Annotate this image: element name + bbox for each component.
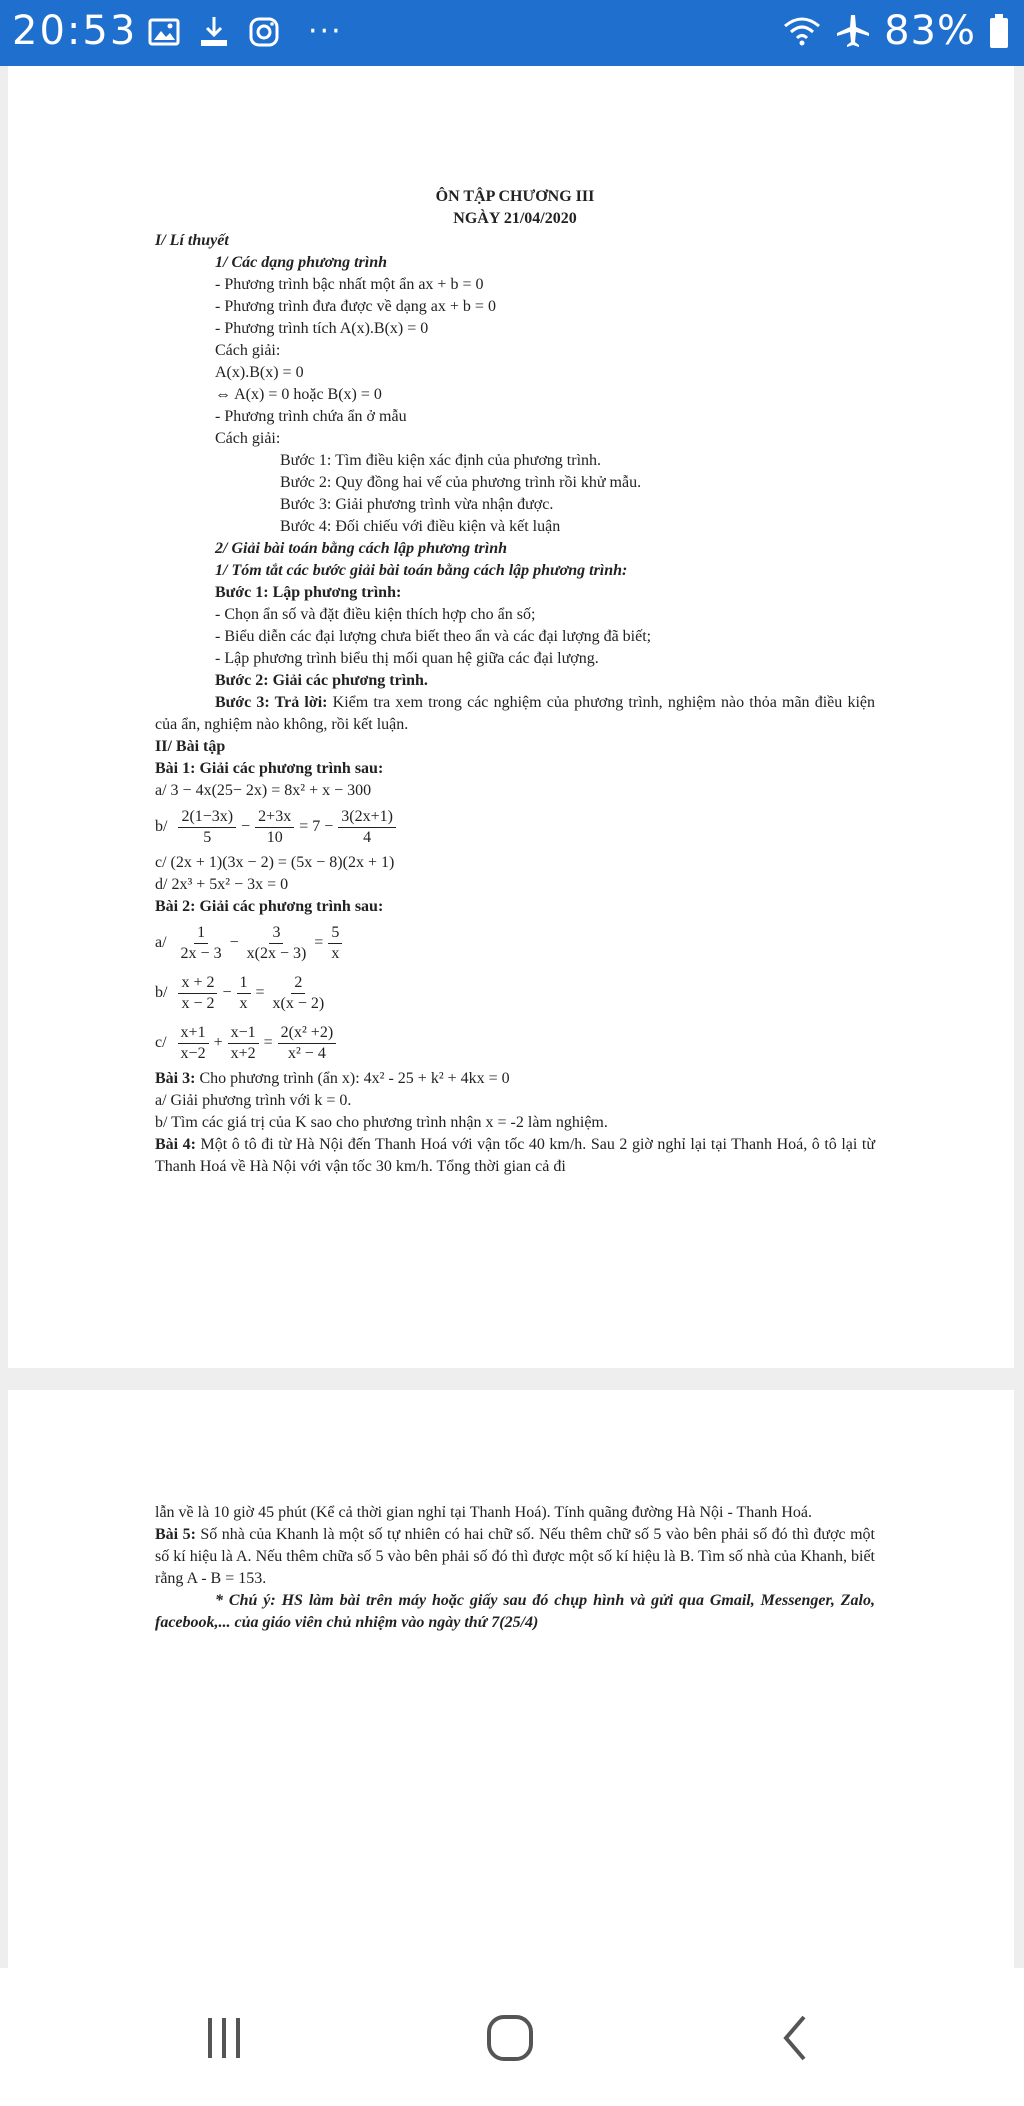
fraction bbox=[270, 973, 328, 1014]
bai4-continuation: lẫn về là 10 giờ 45 phút (Kể cả thời gian nghỉ tại Thanh Hoá). Tính quãng đường Hà Nội - Thanh Hoá. bbox=[155, 1504, 813, 1521]
battery-icon bbox=[988, 12, 1010, 50]
theory-line: - Phương trình tích A(x).B(x) = 0 bbox=[215, 320, 429, 337]
denominator: x(2x − 3) bbox=[246, 944, 307, 962]
operator: = bbox=[263, 1034, 273, 1051]
bai4-text: Một ô tô đi từ Hà Nội đến Thanh Hoá với vận tốc 40 km/h. Sau 2 giờ nghỉ lại tại Thanh Hoá, ô tô lại từ Thanh Hoá về Hà Nội với vận tốc 30 km/h. Tổng thời gian cả đi bbox=[155, 1136, 875, 1175]
submission-note: * Chú ý: HS làm bài trên máy hoặc giấy sau đó chụp hình và gửi qua Gmail, Messenger, Zalo, facebook,... của giáo viên chủ nhiệm vào ngày thứ 7(25/4) bbox=[155, 1592, 875, 1631]
step2-label: Bước 2: Giải các phương trình. bbox=[215, 672, 428, 689]
fraction bbox=[255, 807, 294, 848]
denominator: x(x − 2) bbox=[272, 994, 325, 1012]
doc-title: ÔN TẬP CHƯƠNG III bbox=[435, 188, 595, 205]
download-icon bbox=[198, 15, 230, 49]
numerator: 2+3x bbox=[255, 807, 294, 828]
numerator: 1 bbox=[237, 973, 251, 994]
bai4-label: Bài 4: bbox=[155, 1136, 196, 1153]
fraction bbox=[237, 973, 251, 1014]
bai4-paragraph bbox=[155, 1134, 875, 1178]
bai5-paragraph bbox=[155, 1524, 875, 1590]
status-notification-icons bbox=[148, 14, 343, 49]
fraction bbox=[228, 1023, 259, 1064]
denominator: 10 bbox=[266, 828, 283, 846]
numerator: 1 bbox=[194, 923, 208, 944]
theory-line: A(x).B(x) = 0 bbox=[215, 364, 304, 381]
theory-line: ⇔ A(x) = 0 hoặc B(x) = 0 bbox=[215, 386, 382, 403]
solve-step: Bước 2: Quy đồng hai vế của phương trình rồi khử mẫu. bbox=[280, 474, 642, 491]
denominator: 5 bbox=[203, 828, 212, 846]
operator: = bbox=[314, 934, 324, 951]
bai3-paragraph bbox=[155, 1068, 875, 1090]
fraction bbox=[278, 1023, 336, 1064]
status-system-icons bbox=[782, 8, 1010, 54]
document-content-1 bbox=[155, 186, 875, 1178]
wifi-icon bbox=[782, 14, 822, 48]
battery-percentage: 83% bbox=[884, 8, 976, 54]
step3-label: Bước 3: Trả lời: bbox=[215, 694, 328, 711]
theory-line: - Phương trình đưa được về dạng ax + b = 0 bbox=[215, 298, 496, 315]
doc-date: NGÀY 21/04/2020 bbox=[453, 210, 577, 227]
home-icon bbox=[485, 2013, 535, 2063]
recent-apps-icon bbox=[202, 2015, 246, 2061]
fraction bbox=[178, 807, 236, 848]
more-notifications-icon: ··· bbox=[308, 14, 343, 49]
bai2-heading: Bài 2: Giải các phương trình sau: bbox=[155, 898, 384, 915]
step3-paragraph bbox=[155, 692, 875, 736]
instagram-icon bbox=[248, 16, 280, 48]
status-bar bbox=[0, 0, 1024, 66]
back-icon bbox=[776, 2013, 816, 2063]
fraction bbox=[178, 973, 217, 1014]
document-content-2 bbox=[155, 1502, 875, 1634]
bai2-c-equation bbox=[155, 1018, 875, 1068]
fraction bbox=[338, 807, 396, 848]
gallery-icon bbox=[148, 16, 180, 48]
solve-step: Bước 1: Tìm điều kiện xác định của phương trình. bbox=[280, 452, 602, 469]
theory-line: - Phương trình bậc nhất một ẩn ax + b = 0 bbox=[215, 276, 484, 293]
step1-line: - Chọn ẩn số và đặt điều kiện thích hợp cho ẩn số; bbox=[215, 606, 536, 623]
operator: = 7 − bbox=[299, 818, 334, 835]
denominator: x+2 bbox=[230, 1044, 256, 1062]
eq-label: a/ bbox=[155, 934, 167, 951]
operator: = bbox=[255, 984, 265, 1001]
bai5-text: Số nhà của Khanh là một số tự nhiên có hai chữ số. Nếu thêm chữ số 5 vào bên phải số đó thì được một số kí hiệu là A. Nếu thêm chữa số 5 vào bên phải số đó thì được một số kí hiệu là B. Tìm số nhà của Khanh, biết rằng A - B = 153. bbox=[155, 1526, 875, 1587]
fraction bbox=[244, 923, 310, 964]
numerator: x−1 bbox=[228, 1023, 259, 1044]
solve-step: Bước 3: Giải phương trình vừa nhận được. bbox=[280, 496, 554, 513]
numerator: 5 bbox=[328, 923, 342, 944]
step1-label: Bước 1: Lập phương trình: bbox=[215, 584, 402, 601]
theory-line: Cách giải: bbox=[215, 430, 281, 447]
document-page-2 bbox=[8, 1390, 1014, 1968]
denominator: x bbox=[331, 944, 340, 962]
recent-apps-button[interactable] bbox=[184, 2008, 264, 2068]
home-button[interactable] bbox=[470, 2008, 550, 2068]
eq-label: c/ bbox=[155, 1034, 167, 1051]
navigation-bar bbox=[0, 1968, 1024, 2106]
bai2-a-equation bbox=[155, 918, 875, 968]
bai1-heading: Bài 1: Giải các phương trình sau: bbox=[155, 760, 384, 777]
denominator: 2x − 3 bbox=[180, 944, 222, 962]
bai1-c: c/ (2x + 1)(3x − 2) = (5x − 8)(2x + 1) bbox=[155, 854, 395, 871]
back-button[interactable] bbox=[756, 2008, 836, 2068]
bai3-b: b/ Tìm các giá trị của K sao cho phương trình nhận x = -2 làm nghiệm. bbox=[155, 1114, 608, 1131]
eq-label: b/ bbox=[155, 818, 168, 835]
numerator: x + 2 bbox=[178, 973, 217, 994]
section-word-problems: 2/ Giải bài toán bằng cách lập phương trình bbox=[215, 540, 508, 557]
solve-step: Bước 4: Đối chiếu với điều kiện và kết luận bbox=[280, 518, 561, 535]
numerator: 2(x² +2) bbox=[278, 1023, 336, 1044]
bai3-label: Bài 3: bbox=[155, 1070, 196, 1087]
word-problem-summary: 1/ Tóm tắt các bước giải bài toán bằng cách lập phương trình: bbox=[215, 562, 628, 579]
numerator: 3(2x+1) bbox=[338, 807, 396, 828]
bai1-d: d/ 2x³ + 5x² − 3x = 0 bbox=[155, 876, 289, 893]
operator: + bbox=[213, 1034, 223, 1051]
numerator: 2 bbox=[291, 973, 305, 994]
status-time: 20:53 bbox=[12, 8, 138, 54]
fraction bbox=[178, 1023, 209, 1064]
bai3-text: Cho phương trình (ẩn x): 4x² - 25 + k² + 4kx = 0 bbox=[195, 1070, 510, 1087]
bai3-a: a/ Giải phương trình với k = 0. bbox=[155, 1092, 352, 1109]
denominator: x bbox=[239, 994, 248, 1012]
fraction bbox=[178, 923, 225, 964]
theory-heading: I/ Lí thuyết bbox=[155, 232, 229, 249]
step1-line: - Biểu diễn các đại lượng chưa biết theo ẩn và các đại lượng đã biết; bbox=[215, 628, 652, 645]
numerator: x+1 bbox=[178, 1023, 209, 1044]
eq-label: b/ bbox=[155, 984, 168, 1001]
document-page-1 bbox=[8, 66, 1014, 1368]
section-equation-types: 1/ Các dạng phương trình bbox=[215, 254, 387, 271]
operator: − bbox=[241, 818, 251, 835]
fraction bbox=[328, 923, 342, 964]
step3-text: Kiểm tra xem trong các nghiệm của phương trình, nghiệm nào thỏa mãn điều kiện của ẩn, nghiệm nào không, rồi kết luận. bbox=[155, 694, 875, 733]
bai1-b-equation bbox=[155, 802, 875, 852]
exercise-heading: II/ Bài tập bbox=[155, 738, 226, 755]
bai5-label: Bài 5: bbox=[155, 1526, 196, 1543]
airplane-mode-icon bbox=[834, 12, 872, 50]
denominator: 4 bbox=[363, 828, 372, 846]
operator: − bbox=[229, 934, 239, 951]
denominator: x² − 4 bbox=[288, 1044, 326, 1062]
denominator: x − 2 bbox=[181, 994, 215, 1012]
operator: − bbox=[222, 984, 232, 1001]
denominator: x−2 bbox=[180, 1044, 206, 1062]
bai2-b-equation bbox=[155, 968, 875, 1018]
step1-line: - Lập phương trình biểu thị mối quan hệ giữa các đại lượng. bbox=[215, 650, 599, 667]
theory-line: Cách giải: bbox=[215, 342, 281, 359]
numerator: 3 bbox=[269, 923, 283, 944]
theory-line: - Phương trình chứa ẩn ở mẫu bbox=[215, 408, 407, 425]
bai1-a: a/ 3 − 4x(25− 2x) = 8x² + x − 300 bbox=[155, 782, 372, 799]
numerator: 2(1−3x) bbox=[178, 807, 236, 828]
